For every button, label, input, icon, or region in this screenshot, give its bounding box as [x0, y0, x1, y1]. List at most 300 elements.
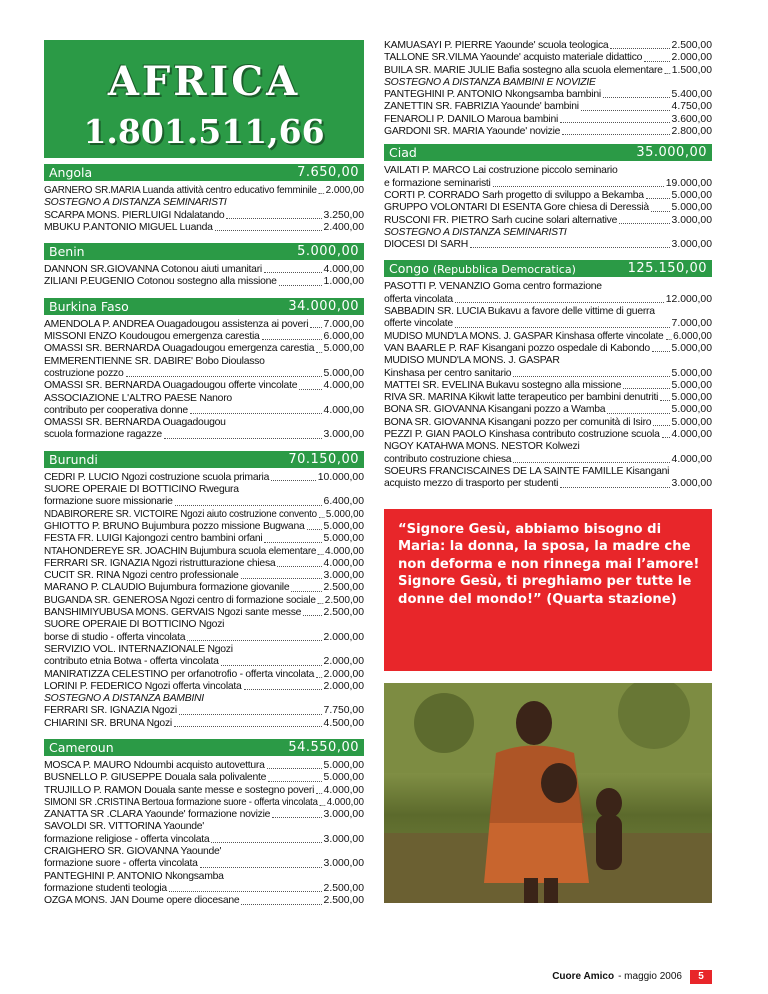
donation-amount: 2.500,00	[323, 895, 364, 907]
dot-leader	[264, 533, 321, 542]
donation-line	[44, 185, 364, 197]
donation-text: acquisto mezzo di trasporto per studenti	[384, 478, 559, 490]
donation-text: SAVOLDI SR. VITTORINA Yaounde'	[44, 821, 205, 833]
donation-text: FESTA FR. LUIGI Kajongozi centro bambini orfani	[44, 533, 263, 545]
donation-text: scuola formazione ragazze	[44, 429, 162, 441]
donation-line	[44, 895, 364, 907]
donation-text: SERVIZIO VOL. INTERNAZIONALE Ngozi	[44, 643, 233, 655]
dot-leader	[651, 202, 670, 211]
donation-amount: 1.500,00	[671, 64, 712, 76]
donation-line	[44, 472, 364, 484]
donation-text: formazione suore missionarie	[44, 496, 173, 508]
donation-line	[44, 356, 364, 368]
country-name	[389, 144, 417, 161]
donation-amount: 5.000,00	[671, 404, 712, 416]
donation-text: formazione suore - offerta vincolata	[44, 858, 198, 870]
donation-line	[384, 126, 712, 138]
country-section	[44, 739, 364, 908]
donation-line	[384, 52, 712, 64]
donation-text: contributo costruzione chiesa	[384, 453, 512, 465]
donation-text: OMASSI SR. BERNARDA Ouagadougou emergenza carestia	[44, 343, 315, 355]
left-column	[44, 40, 364, 917]
donation-amount: 5.000,00	[671, 379, 712, 391]
donation-text: formazione religiose - offerta vincolata	[44, 833, 210, 845]
donation-amount: 5.000,00	[323, 759, 364, 771]
dot-leader	[610, 40, 669, 49]
country-name	[49, 739, 114, 756]
dot-leader	[190, 405, 322, 414]
donation-amount: 5.000,00	[323, 520, 364, 532]
donation-line	[44, 197, 364, 209]
donation-amount: 10.000,00	[317, 471, 364, 483]
donation-text: LORINI P. FEDERICO Ngozi offerta vincolata	[44, 680, 242, 692]
country-header	[44, 739, 364, 756]
donation-text: TRUJILLO P. RAMON Douala sante messe e sostegno poveri	[44, 784, 315, 796]
donation-amount: 2.000,00	[323, 680, 364, 692]
quote-box	[384, 509, 712, 671]
donation-text: OMASSI SR. BERNARDA Ouagadougou offerte vincolate	[44, 380, 298, 392]
donation-text: TALLONE SR.VILMA Yaounde' acquisto materiale didattico	[384, 52, 643, 64]
dot-leader	[653, 417, 669, 426]
donation-amount: 5.000,00	[671, 392, 712, 404]
country-header	[44, 164, 364, 181]
donation-line	[44, 607, 364, 619]
dot-leader	[279, 276, 322, 285]
dot-leader	[513, 454, 669, 463]
country-name-text: Angola	[49, 165, 93, 180]
donation-line	[384, 392, 712, 404]
donation-amount: 2.000,00	[671, 52, 712, 64]
donation-text: offerta vincolata	[384, 293, 453, 305]
donation-amount: 5.000,00	[323, 367, 364, 379]
donation-text: MARANO P. CLAUDIO Bujumbura formazione giovanile	[44, 582, 290, 594]
donation-text: SOSTEGNO A DISTANZA BAMBINI	[44, 693, 204, 705]
donation-text: GRUPPO VOLONTARI DI ESENTA Gore chiesa di Deressià	[384, 202, 649, 214]
country-header	[44, 243, 364, 260]
donation-line	[384, 441, 712, 453]
dot-leader	[268, 772, 321, 781]
donation-amount: 7.000,00	[323, 318, 364, 330]
donation-text: AMENDOLA P. ANDREA Ouagadougou assistenza ai poveri	[44, 318, 309, 330]
donation-text: MBUKU P.ANTONIO MIGUEL Luanda	[44, 221, 213, 233]
dot-leader	[560, 478, 669, 487]
donation-amount: 3.000,00	[323, 858, 364, 870]
country-header	[384, 144, 712, 161]
donation-line	[384, 40, 712, 52]
donation-line	[44, 595, 364, 607]
country-name-text: Burkina Faso	[49, 298, 129, 314]
dot-leader	[303, 607, 321, 616]
dot-leader	[646, 190, 670, 199]
donation-line	[44, 558, 364, 570]
donation-text: costruzione pozzo	[44, 367, 124, 379]
donation-amount: 5.000,00	[323, 533, 364, 545]
dot-leader	[652, 343, 670, 352]
donation-amount: 1.000,00	[323, 276, 364, 288]
dot-leader	[455, 294, 664, 303]
donation-amount: 2.000,00	[323, 668, 364, 680]
dot-leader	[271, 472, 316, 481]
donation-line	[44, 368, 364, 380]
africa-banner	[44, 40, 364, 158]
country-name-text: Cameroun	[49, 739, 114, 755]
donation-line	[44, 331, 364, 343]
mother-child-photo	[384, 683, 712, 903]
donation-text: SABBADIN SR. LUCIA Bukavu a favore delle vittime di guerra	[384, 306, 655, 318]
dot-leader	[319, 509, 324, 518]
country-section	[384, 144, 712, 251]
dot-leader	[179, 705, 322, 714]
donation-line	[384, 380, 712, 392]
donation-line	[384, 294, 712, 306]
donation-text: CORTI P. CORRADO Sarh progetto di sviluppo a Bekamba	[384, 189, 644, 201]
donation-amount: 5.000,00	[671, 202, 712, 214]
donation-line	[44, 785, 364, 797]
donation-line	[44, 546, 364, 558]
donation-text: NDABIRORERE SR. VICTOIRE Ngozi aiuto costruzione convento	[44, 508, 317, 520]
dot-leader	[619, 215, 669, 224]
donation-text: MUDISO MUND'LA MONS. J. GASPAR	[384, 355, 560, 367]
cameroun-continued	[384, 40, 712, 138]
donation-line	[384, 89, 712, 101]
country-total: 5.000,00	[297, 244, 359, 260]
donation-text: FERRARI SR. IGNAZIA Ngozi	[44, 705, 177, 717]
donation-amount: 6.000,00	[323, 331, 364, 343]
donation-amount: 3.000,00	[323, 570, 364, 582]
donation-line	[44, 222, 364, 234]
donation-text: ASSOCIAZIONE L'ALTRO PAESE Nanoro	[44, 392, 232, 404]
donation-text: MATTEI SR. EVELINA Bukavu sostegno alla missione	[384, 379, 622, 391]
donation-line	[384, 101, 712, 113]
country-name	[49, 451, 98, 468]
donation-text: VAILATI P. MARCO Lai costruzione piccolo seminario	[384, 165, 618, 177]
donation-line	[44, 693, 364, 705]
donation-text: PASOTTI P. VENANZIO Goma centro formazione	[384, 281, 602, 293]
country-total: 70.150,00	[288, 451, 359, 467]
dot-leader	[603, 89, 670, 98]
donation-line	[384, 202, 712, 214]
donation-line	[44, 343, 364, 355]
dot-leader	[164, 429, 322, 438]
donation-line	[44, 846, 364, 858]
donation-amount: 4.500,00	[323, 717, 364, 729]
donation-text: MOSCA P. MAURO Ndoumbi acquisto autovettura	[44, 759, 265, 771]
donation-line	[384, 343, 712, 355]
donation-line	[384, 404, 712, 416]
donation-line	[44, 582, 364, 594]
donation-text: DANNON SR.GIOVANNA Cotonou aiuti umanitari	[44, 264, 262, 276]
donation-amount: 2.500,00	[323, 607, 364, 619]
country-header	[384, 260, 712, 277]
donation-text: GARDONI SR. MARIA Yaounde' novizie	[384, 126, 561, 138]
donation-amount: 2.500,00	[323, 882, 364, 894]
donation-text: BUILA SR. MARIE JULIE Bafia sostegno alla scuola elementare	[384, 64, 663, 76]
dot-leader	[470, 239, 670, 248]
donation-amount: 6.400,00	[323, 496, 364, 508]
donation-amount: 19.000,00	[665, 177, 712, 189]
donation-amount: 2.000,00	[325, 185, 364, 196]
donation-text: NGOY KATAHWA MONS. NESTOR Kolwezi	[384, 441, 580, 453]
right-sections	[384, 144, 712, 490]
donation-text: SIMONI SR .CRISTINA Bertoua formazione suore - offerta vincolata	[44, 796, 318, 808]
donation-line	[384, 355, 712, 367]
donation-amount: 3.000,00	[323, 429, 364, 441]
dot-leader	[318, 546, 323, 555]
dot-leader	[562, 126, 669, 135]
country-header	[44, 451, 364, 468]
donation-amount: 5.000,00	[671, 367, 712, 379]
donation-line	[44, 319, 364, 331]
donation-amount: 2.400,00	[323, 221, 364, 233]
donation-line	[384, 368, 712, 380]
footer-brand: Cuore Amico	[552, 971, 615, 982]
dot-leader	[244, 681, 322, 690]
donation-line	[384, 306, 712, 318]
dot-leader	[513, 368, 669, 377]
country-header	[44, 298, 364, 315]
donation-line	[44, 656, 364, 668]
dot-leader	[264, 264, 322, 273]
donation-text: ZILIANI P.EUGENIO Cotonou sostegno alla missione	[44, 276, 277, 288]
donation-text: CEDRI P. LUCIO Ngozi costruzione scuola primaria	[44, 471, 270, 483]
dot-leader	[316, 669, 322, 678]
donation-line	[44, 484, 364, 496]
donation-text: RUSCONI FR. PIETRO Sarh cucine solari alternative	[384, 214, 618, 226]
dot-leader	[316, 785, 321, 794]
dot-leader	[318, 595, 323, 604]
country-total: 54.550,00	[288, 739, 359, 755]
donation-text: BUGANDA SR. GENEROSA Ngozi centro di formazione sociale	[44, 594, 316, 606]
dot-leader	[262, 331, 322, 340]
dot-leader	[175, 496, 322, 505]
donation-text: RIVA SR. MARINA Kikwit latte terapeutico per bambini denutriti	[384, 392, 659, 404]
donation-line	[44, 521, 364, 533]
dot-leader	[200, 858, 322, 867]
donation-text: contributo per cooperativa donne	[44, 404, 188, 416]
donation-text: offerte vincolate	[384, 318, 453, 330]
dot-leader	[126, 368, 322, 377]
donation-line	[44, 858, 364, 870]
donation-line	[44, 681, 364, 693]
dot-leader	[241, 895, 321, 904]
dot-leader	[169, 883, 322, 892]
donation-line	[44, 570, 364, 582]
donation-line	[384, 77, 712, 89]
footer	[528, 970, 712, 984]
donation-text: OZGA MONS. JAN Doume opere diocesane	[44, 895, 240, 907]
country-total: 7.650,00	[297, 165, 359, 180]
donation-line	[44, 417, 364, 429]
dot-leader	[307, 521, 322, 530]
donation-amount: 5.000,00	[323, 772, 364, 784]
country-name	[389, 260, 576, 277]
donation-line	[44, 644, 364, 656]
banner-total: 1.801.511,66	[83, 112, 325, 151]
donation-line	[384, 478, 712, 490]
dot-leader	[291, 582, 321, 591]
donation-amount: 5.000,00	[323, 343, 364, 355]
donation-text: ZANETTIN SR. FABRIZIA Yaounde' bambini	[384, 101, 579, 113]
donation-text: BONA SR. GIOVANNA Kisangani pozzo per comunità di Isiro	[384, 416, 652, 428]
donation-line	[44, 264, 364, 276]
donation-amount: 3.000,00	[323, 833, 364, 845]
donation-text: BANSHIMIYUBUSA MONS. GERVAIS Ngozi sante messe	[44, 607, 302, 619]
donation-line	[384, 215, 712, 227]
country-total: 34.000,00	[288, 298, 359, 314]
country-section	[44, 298, 364, 442]
footer-date: - maggio 2006	[618, 971, 682, 982]
donation-amount: 4.000,00	[325, 545, 364, 557]
donation-amount: 2.800,00	[671, 126, 712, 138]
dot-leader	[221, 656, 322, 665]
donation-line	[44, 380, 364, 392]
donation-line	[384, 466, 712, 478]
donation-amount: 6.000,00	[673, 330, 712, 342]
donation-amount: 2.500,00	[323, 582, 364, 594]
donation-text: CRAIGHERO SR. GIOVANNA Yaounde'	[44, 846, 222, 858]
dot-leader	[607, 404, 669, 413]
dot-leader	[560, 114, 670, 123]
donation-line	[384, 65, 712, 77]
donation-line	[44, 496, 364, 508]
donation-amount: 7.750,00	[323, 705, 364, 717]
donation-text: contributo etnia Botwa - offerta vincolata	[44, 656, 219, 668]
donation-text: DIOCESI DI SARH	[384, 239, 469, 251]
donation-text: PEZZI P. GIAN PAOLO Kinshasa contributo costruzione scuola	[384, 429, 660, 441]
donation-amount: 2.500,00	[324, 594, 364, 606]
donation-line	[44, 632, 364, 644]
quote-text: “Signore Gesù, abbiamo bisogno di Maria: la donna, la sposa, la madre che non deforma e non rinnega mai l’amore! Signore Gesù, ti preghiamo per tutte le donne del mondo!” (Quarta stazione)	[398, 521, 700, 607]
donation-text: PANTEGHINI P. ANTONIO Nkongsamba	[44, 870, 224, 882]
dot-leader	[310, 319, 321, 328]
donation-line	[384, 281, 712, 293]
donation-text: VAN BAARLE P. RAF Kisangani pozzo ospedale di Kabondo	[384, 342, 650, 354]
donation-text: borse di studio - offerta vincolata	[44, 631, 186, 643]
donation-line	[44, 821, 364, 833]
right-column	[384, 40, 712, 903]
country-name	[49, 243, 85, 260]
dot-leader	[299, 380, 321, 389]
donation-amount: 5.000,00	[671, 189, 712, 201]
dot-leader	[316, 343, 321, 352]
donation-amount: 4.000,00	[671, 429, 712, 441]
donation-text: GARNERO SR.MARIA Luanda attività centro educativo femminile	[44, 185, 317, 196]
donation-amount: 12.000,00	[665, 293, 712, 305]
banner-title: AFRICA	[107, 58, 301, 105]
donation-text: formazione studenti teologia	[44, 882, 167, 894]
donation-line	[44, 533, 364, 545]
dot-leader	[241, 570, 322, 579]
donation-line	[44, 871, 364, 883]
donation-text: BONA SR. GIOVANNA Kisangani pozzo a Wamba	[384, 404, 606, 416]
donation-text: MANIRATIZZA CELESTINO per orfanotrofio - offerta vincolata	[44, 668, 315, 680]
donation-amount: 5.000,00	[671, 416, 712, 428]
donation-amount: 7.000,00	[671, 318, 712, 330]
donation-text: MISSONI ENZO Koudougou emergenza carestia	[44, 331, 260, 343]
donation-line	[44, 772, 364, 784]
donation-line	[44, 883, 364, 895]
donation-line	[384, 227, 712, 239]
dot-leader	[581, 101, 670, 110]
donation-amount: 3.000,00	[671, 214, 712, 226]
donation-line	[44, 405, 364, 417]
country-section	[44, 451, 364, 730]
country-subtitle: (Repubblica Democratica)	[432, 263, 576, 277]
donation-text: SOSTEGNO A DISTANZA SEMINARISTI	[44, 197, 227, 209]
donation-text: Kinshasa per centro sanitario	[384, 367, 512, 379]
dot-leader	[455, 318, 670, 327]
donation-amount: 5.000,00	[671, 342, 712, 354]
donation-line	[44, 393, 364, 405]
donation-text: ZANATTA SR .CLARA Yaounde' formazione novizie	[44, 809, 271, 821]
donation-text: NTAHONDEREYE SR. JOACHIN Bujumbura scuola elementare	[44, 545, 317, 557]
dot-leader	[174, 718, 322, 727]
donation-text: SOEURS FRANCISCAINES DE LA SAINTE FAMILLE Kisangani	[384, 465, 670, 477]
donation-amount: 4.000,00	[323, 264, 364, 276]
donation-text: SCARPA MONS. PIERLUIGI Ndalatando	[44, 209, 225, 221]
dot-leader	[660, 392, 669, 401]
donation-line	[384, 318, 712, 330]
donation-line	[384, 331, 712, 343]
donation-line	[44, 509, 364, 521]
donation-line	[44, 619, 364, 631]
country-name	[49, 164, 92, 181]
donation-amount: 2.000,00	[323, 656, 364, 668]
donation-amount: 4.000,00	[671, 453, 712, 465]
country-total: 125.150,00	[627, 261, 707, 277]
donation-amount: 4.000,00	[323, 404, 364, 416]
dot-leader	[215, 222, 322, 231]
country-section	[384, 260, 712, 490]
dot-leader	[493, 178, 664, 187]
donation-text: EMMERENTIENNE SR. DABIRE' Bobo Dioulasso	[44, 355, 265, 367]
donation-amount: 2.500,00	[671, 40, 712, 51]
donation-line	[384, 429, 712, 441]
donation-line	[44, 809, 364, 821]
donation-amount: 3.000,00	[323, 809, 364, 821]
dot-leader	[662, 429, 670, 438]
donation-line	[384, 190, 712, 202]
donation-line	[384, 239, 712, 251]
donation-text: SOSTEGNO A DISTANZA SEMINARISTI	[384, 226, 567, 238]
donation-text: CUCIT SR. RINA Ngozi centro professionale	[44, 570, 239, 582]
country-total: 35.000,00	[636, 145, 707, 161]
donation-text: PANTEGHINI P. ANTONIO Nkongsamba bambini	[384, 89, 601, 101]
donation-amount: 4.000,00	[326, 796, 364, 808]
donation-amount: 4.000,00	[323, 784, 364, 796]
donation-line	[384, 454, 712, 466]
dot-leader	[320, 797, 325, 806]
country-section	[44, 243, 364, 289]
left-sections	[44, 164, 364, 908]
donation-text: CHIARINI SR. BRUNA Ngozi	[44, 717, 172, 729]
donation-line	[44, 669, 364, 681]
dot-leader	[665, 331, 671, 340]
country-name-text: Burundi	[49, 451, 98, 467]
donation-line	[44, 705, 364, 717]
dot-leader	[187, 632, 321, 641]
donation-amount: 5.000,00	[325, 508, 364, 520]
dot-leader	[267, 760, 322, 769]
dot-leader	[665, 65, 670, 74]
donation-line	[384, 165, 712, 177]
donation-line	[44, 834, 364, 846]
donation-text: MUDISO MUND'LA MONS. J. GASPAR Kinshasa offerte vincolate	[384, 330, 664, 342]
donation-text: SUORE OPERAIE DI BOTTICINO Ngozi	[44, 619, 225, 631]
donation-text: SUORE OPERAIE DI BOTTICINO Rwegura	[44, 484, 239, 496]
dot-leader	[272, 809, 321, 818]
country-section	[44, 164, 364, 234]
